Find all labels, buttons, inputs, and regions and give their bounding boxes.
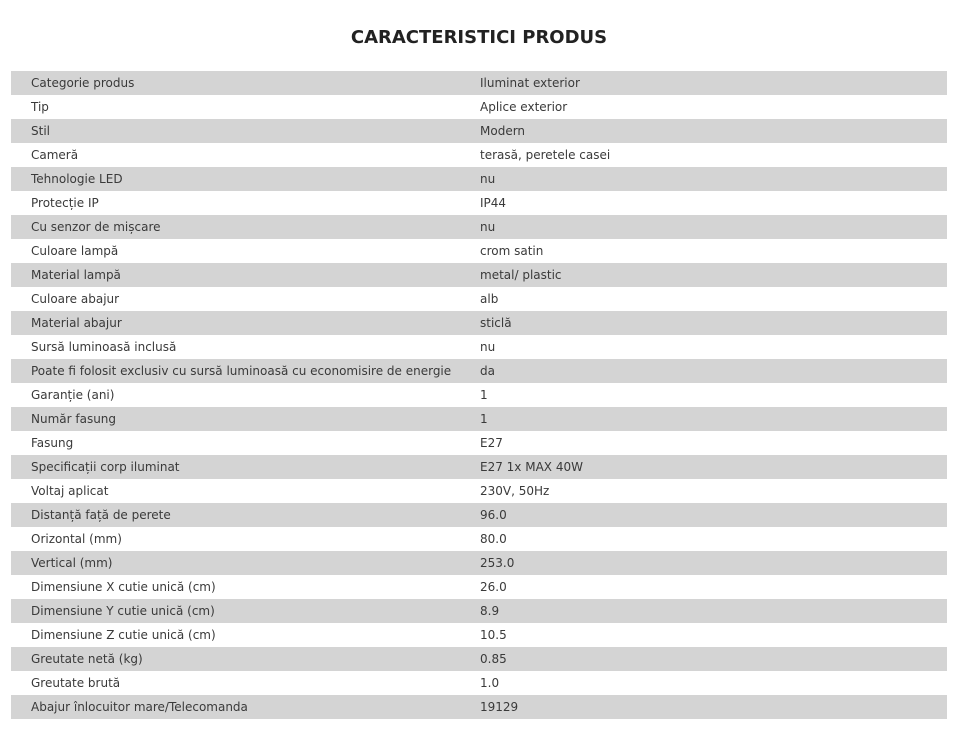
spec-label: Orizontal (mm): [11, 527, 480, 551]
table-row: [11, 215, 947, 239]
spec-label: Dimensiune X cutie unică (cm): [11, 575, 480, 599]
spec-label: Dimensiune Y cutie unică (cm): [11, 599, 480, 623]
table-row: [11, 359, 947, 383]
table-row: [11, 383, 947, 407]
table-row: [11, 335, 947, 359]
spec-label: Sursă luminoasă inclusă: [11, 335, 480, 359]
table-row: [11, 647, 947, 671]
spec-value: nu: [480, 335, 947, 359]
spec-label: Greutate netă (kg): [11, 647, 480, 671]
spec-value: metal/ plastic: [480, 263, 947, 287]
spec-label: Dimensiune Z cutie unică (cm): [11, 623, 480, 647]
spec-value: 10.5: [480, 623, 947, 647]
spec-value: Modern: [480, 119, 947, 143]
spec-value: 230V, 50Hz: [480, 479, 947, 503]
spec-value: nu: [480, 215, 947, 239]
spec-label: Material abajur: [11, 311, 480, 335]
spec-label: Protecție IP: [11, 191, 480, 215]
table-row: [11, 479, 947, 503]
spec-label: Abajur înlocuitor mare/Telecomanda: [11, 695, 480, 719]
table-row: [11, 551, 947, 575]
spec-label: Distanță față de perete: [11, 503, 480, 527]
spec-label: Voltaj aplicat: [11, 479, 480, 503]
page-title: CARACTERISTICI PRODUS: [350, 27, 608, 49]
spec-value: 1.0: [480, 671, 947, 695]
table-row: [11, 71, 947, 95]
table-row: [11, 575, 947, 599]
table-row: [11, 143, 947, 167]
table-row: [11, 431, 947, 455]
table-row: [11, 695, 947, 719]
spec-value: 0.85: [480, 647, 947, 671]
table-row: [11, 311, 947, 335]
table-row: [11, 455, 947, 479]
spec-label: Greutate brută: [11, 671, 480, 695]
spec-label: Culoare lampă: [11, 239, 480, 263]
table-row: [11, 167, 947, 191]
table-row: [11, 191, 947, 215]
spec-label: Cameră: [11, 143, 480, 167]
table-row: [11, 503, 947, 527]
spec-label: Garanție (ani): [11, 383, 480, 407]
spec-value: 26.0: [480, 575, 947, 599]
spec-value: 8.9: [480, 599, 947, 623]
table-row: [11, 407, 947, 431]
spec-value: E27 1x MAX 40W: [480, 455, 947, 479]
spec-label: Tip: [11, 95, 480, 119]
spec-label: Culoare abajur: [11, 287, 480, 311]
table-row: [11, 623, 947, 647]
spec-label: Cu senzor de mișcare: [11, 215, 480, 239]
table-row: [11, 671, 947, 695]
spec-value: terasă, peretele casei: [480, 143, 947, 167]
spec-value: E27: [480, 431, 947, 455]
spec-value: 96.0: [480, 503, 947, 527]
spec-value: 80.0: [480, 527, 947, 551]
spec-value: IP44: [480, 191, 947, 215]
spec-table: [11, 71, 947, 719]
spec-value: 19129: [480, 695, 947, 719]
spec-value: Iluminat exterior: [480, 71, 947, 95]
spec-label: Număr fasung: [11, 407, 480, 431]
spec-label: Stil: [11, 119, 480, 143]
spec-value: sticlă: [480, 311, 947, 335]
spec-value: da: [480, 359, 947, 383]
spec-table-body: [11, 71, 947, 719]
table-row: [11, 263, 947, 287]
table-row: [11, 287, 947, 311]
table-row: [11, 95, 947, 119]
spec-label: Vertical (mm): [11, 551, 480, 575]
spec-value: nu: [480, 167, 947, 191]
spec-label: Material lampă: [11, 263, 480, 287]
spec-label: Fasung: [11, 431, 480, 455]
spec-value: crom satin: [480, 239, 947, 263]
spec-value: 1: [480, 383, 947, 407]
spec-value: 1: [480, 407, 947, 431]
spec-label: Specificații corp iluminat: [11, 455, 480, 479]
spec-value: alb: [480, 287, 947, 311]
spec-value: Aplice exterior: [480, 95, 947, 119]
table-row: [11, 599, 947, 623]
spec-label: Tehnologie LED: [11, 167, 480, 191]
table-row: [11, 239, 947, 263]
table-row: [11, 119, 947, 143]
spec-label: Categorie produs: [11, 71, 480, 95]
table-row: [11, 527, 947, 551]
spec-value: 253.0: [480, 551, 947, 575]
spec-label: Poate fi folosit exclusiv cu sursă luminoasă cu economisire de energie: [11, 359, 480, 383]
